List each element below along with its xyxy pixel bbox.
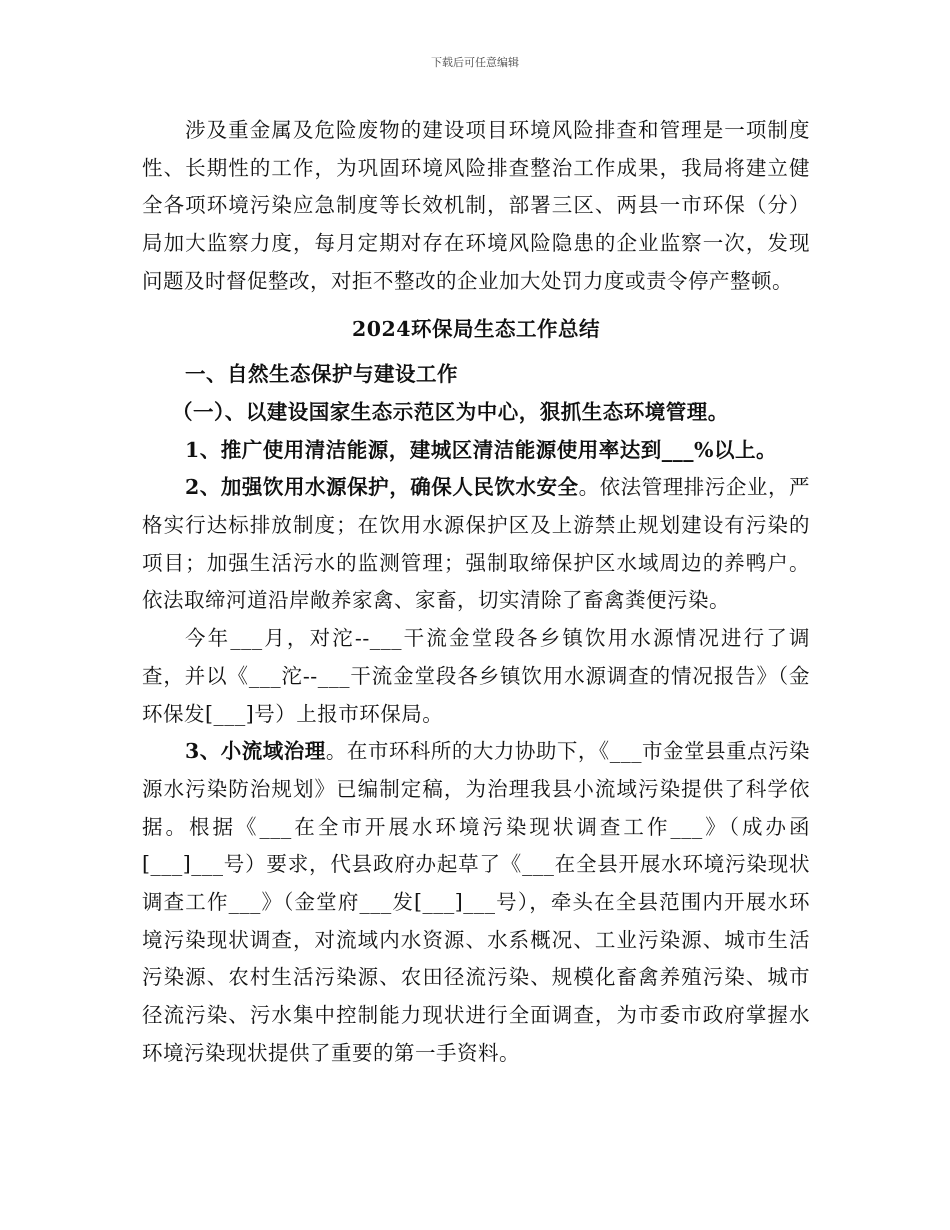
item-watershed-text: 。在市环科所的大力协助下，《___市金堂县重点污染源水污染防治规划》已编制定稿，为治理我县小流域污染提供了科学依据。根据《___在全市开展水环境污染现状调查工作___》（成办函[___]___号）要求，代县政府办起草了《___在全县开展水环境污染现状调查工作___》（金堂府___发[___]___号），牵头在全县范围内开展水环境污染现状调查，对流域内水资源、水系概况、工业污染源、城市生活污染源、农村生活污染源、农田径流污染、规模化畜禽养殖污染、城市径流污染、污水集中控制能力现状进行全面调查，为市委市政府掌握水环境污染现状提供了重要的第一手资料。 <box>142 739 811 1065</box>
item-watershed-heading: 3、小流域治理 <box>185 739 326 764</box>
document-body <box>142 112 810 1073</box>
item-water-protection <box>142 469 810 620</box>
document-title: 2024环保局生态工作总结 <box>351 316 601 341</box>
paragraph-risk-management: 涉及重金属及危险废物的建设项目环境风险排查和管理是一项制度性、长期性的工作，为巩固环境风险排查整治工作成果，我局将建立健全各项环境污染应急制度等长效机制，部署三区、两县一市环保（分）局加大监察力度，每月定期对存在环境风险隐患的企业监察一次，发现问题及时督促整改，对拒不整改的企业加大处罚力度或责令停产整顿。 <box>142 118 810 293</box>
item-water-protection-heading: 2、加强饮用水源保护，确保人民饮水安全 <box>185 475 579 500</box>
item-water-protection-text: 。依法管理排污企业，严格实行达标排放制度；在饮用水源保护区及上游禁止规划建设有污染的项目；加强生活污水的监测管理；强制取缔保护区水域周边的养鸭户。依法取缔河道沿岸敞养家禽、家畜，切实清除了畜禽粪便污染。 <box>142 475 811 613</box>
subsection-heading-1: （一）、以建设国家生态示范区为中心，狠抓生态环境管理。 <box>172 399 729 424</box>
section-heading-1: 一、自然生态保护与建设工作 <box>185 362 458 387</box>
paragraph-water-survey: 今年___月，对沱--___干流金堂段各乡镇饮用水源情况进行了调查，并以《___沱--___干流金堂段各乡镇饮用水源调查的情况报告》（金环保发[___]号）上报市环保局。 <box>142 626 810 726</box>
item-clean-energy: 1、推广使用清洁能源，建城区清洁能源使用率达到___%以上。 <box>185 437 777 462</box>
item-watershed-governance <box>142 733 810 1072</box>
page-header: 下载后可任意编辑 <box>431 56 519 69</box>
